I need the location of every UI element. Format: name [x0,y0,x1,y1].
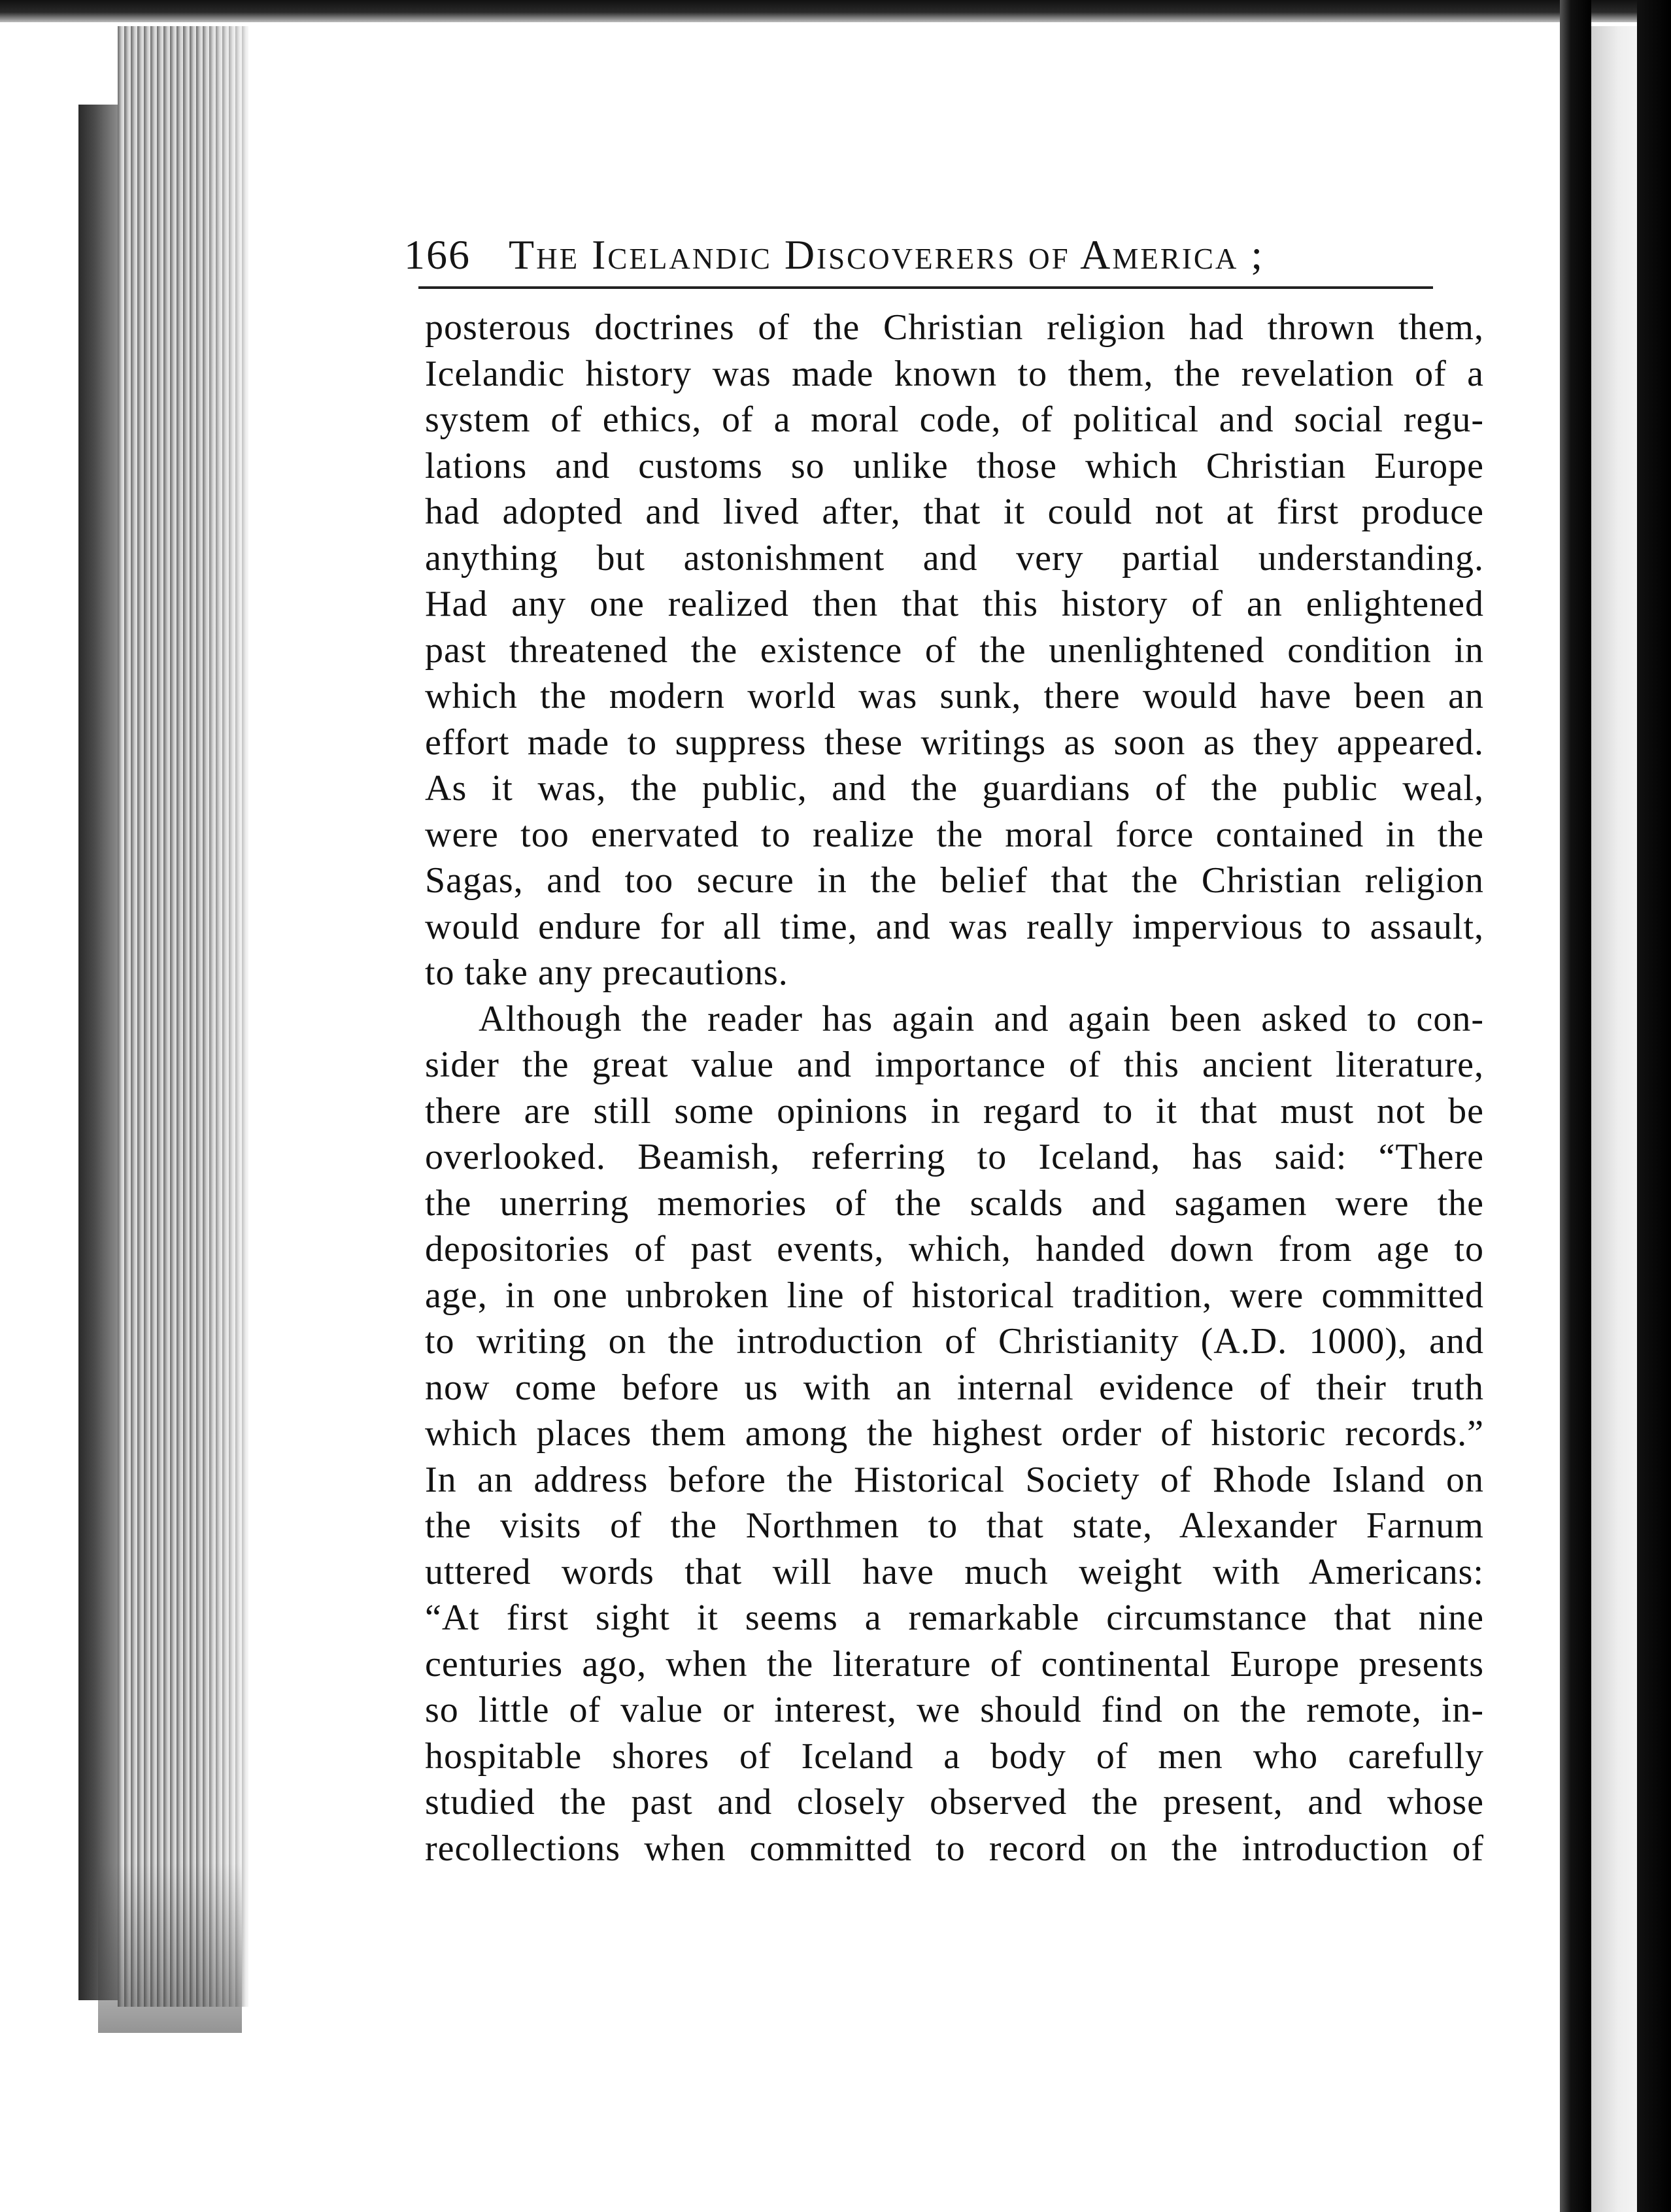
text-line: studied the past and closely observed the present, and whose [425,1782,1484,1822]
text-line: Had any one realized then that this history of an enlightened [425,584,1484,624]
text-line: now come before us with an internal evidence of their truth [425,1367,1484,1408]
text-line: Although the reader has again and again been asked to con- [479,998,1484,1039]
text-line: the unerring memories of the scalds and sagamen were the [425,1182,1484,1224]
text-line: had adopted and lived after, that it could not at first produce [425,492,1484,532]
running-title: The Icelandic Discoverers of America ; [509,231,1265,278]
running-head [404,222,1450,288]
text-line: lations and customs so unlike those which Christian Europe [425,445,1484,486]
text-line: effort made to suppress these writings as soon as they appeared. [425,722,1484,763]
text-line: Icelandic history was made known to them, the revelation of a [425,353,1484,394]
text-line: to writing on the introduction of Christianity (A.D. 1000), and [425,1321,1484,1362]
text-line: which places them among the highest order of historic records.” [425,1413,1484,1454]
page-edges-fade [196,26,275,2007]
text-line: age, in one unbroken line of historical tradition, were committed [425,1275,1484,1316]
paragraph-1 [425,305,1484,996]
text-line: centuries ago, when the literature of continental Europe presents [425,1643,1484,1684]
paragraph-2 [425,996,1484,1872]
page-number: 166 [404,231,471,278]
header-rule [418,286,1433,289]
text-line: which the modern world was sunk, there would have been an [425,676,1484,716]
text-line: depositories of past events, which, handed down from age to [425,1229,1484,1269]
text-line: to take any precautions. [425,952,788,993]
body-text [425,305,1484,1939]
facing-page-sliver [1591,26,1637,2212]
bottom-left-shadow [98,1863,242,2033]
scan-right-edge [1637,0,1671,2212]
text-line: In an address before the Historical Society of Rhode Island on [425,1459,1484,1500]
text-line: would endure for all time, and was really impervious to assault, [425,906,1484,947]
text-line: past threatened the existence of the unenlightened condition in [425,629,1484,671]
text-line: system of ethics, of a moral code, of political and social regu- [425,399,1484,440]
text-line: overlooked. Beamish, referring to Iceland, has said: “There [425,1137,1484,1177]
text-line: sider the great value and importance of this ancient literature, [425,1045,1484,1085]
text-line: anything but astonishment and very partial understanding. [425,537,1484,578]
text-line: “At first sight it seems a remarkable circumstance that nine [425,1598,1484,1638]
text-line: posterous doctrines of the Christian religion had thrown them, [425,307,1484,348]
text-line: there are still some opinions in regard to it that must not be [425,1090,1484,1131]
text-line: hospitable shores of Iceland a body of men who carefully [425,1735,1484,1777]
scan-top-edge [0,0,1671,22]
text-line: Sagas, and too secure in the belief that the Christian religion [425,860,1484,901]
text-line: were too enervated to realize the moral force contained in the [425,814,1484,855]
text-line: the visits of the Northmen to that state, Alexander Farnum [425,1505,1484,1546]
text-line: As it was, the public, and the guardians of the public weal, [425,768,1484,809]
text-line: so little of value or interest, we should find on the remote, in- [425,1690,1484,1730]
text-line: recollections when committed to record on the introduction of [425,1828,1484,1869]
book-spine-shadow [78,105,118,2000]
binding-gutter [1560,0,1591,2212]
text-line: uttered words that will have much weight with Americans: [425,1551,1484,1592]
